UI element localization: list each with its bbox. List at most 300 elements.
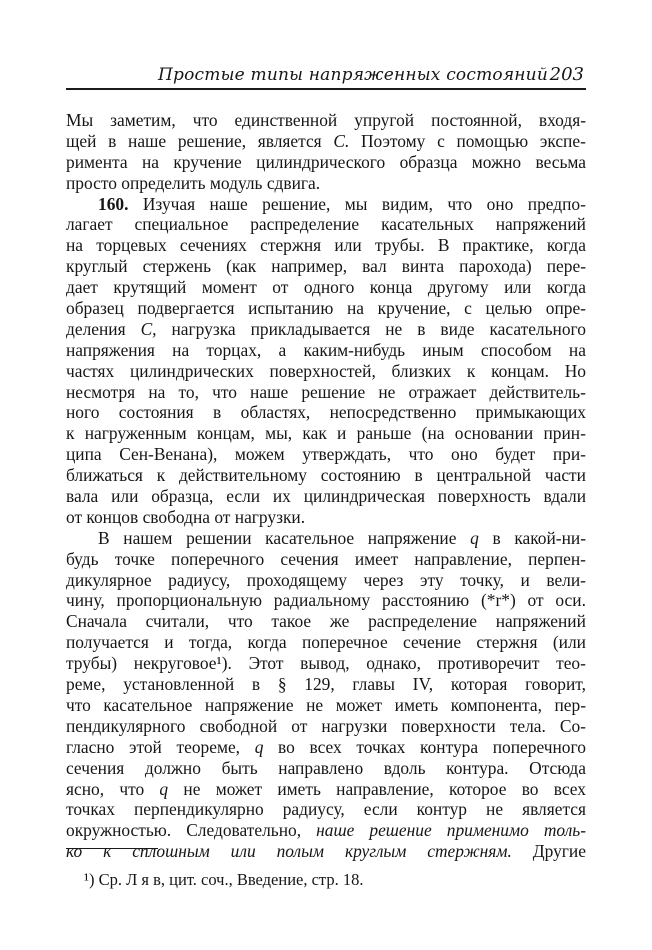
word: входя-	[538, 110, 586, 130]
word: пере-	[546, 256, 586, 277]
word: сдвига.	[266, 172, 321, 193]
text-line	[66, 611, 586, 632]
word: распределение	[368, 611, 477, 632]
word: к	[466, 360, 476, 381]
word: мы,	[265, 423, 293, 444]
word: окружностью.	[66, 820, 172, 841]
word: в	[417, 318, 426, 339]
word: компонента,	[450, 694, 542, 715]
word: которое	[449, 778, 507, 799]
word: напряжений	[495, 611, 586, 632]
word: цилиндрическая	[303, 486, 425, 507]
word: не	[306, 694, 324, 715]
word: вал	[362, 256, 387, 277]
word: 129,	[304, 674, 335, 695]
word: какой-ни-	[514, 527, 586, 548]
word: концам.	[491, 360, 550, 381]
word: применимо	[446, 820, 529, 841]
text-line	[66, 235, 586, 256]
word: оно	[451, 444, 478, 465]
word: в	[414, 465, 423, 486]
word: чину,	[66, 590, 105, 611]
word: свободной	[199, 715, 278, 736]
text-line	[66, 214, 586, 235]
word: концов	[86, 506, 143, 527]
word: деления	[66, 318, 126, 339]
word: центральной	[436, 465, 532, 486]
word: экспе-	[539, 130, 586, 151]
text-line	[66, 444, 586, 465]
word: или	[504, 277, 532, 298]
word: не	[486, 799, 504, 820]
word: же	[329, 611, 350, 632]
word: кручение	[173, 151, 242, 172]
word: весьма	[535, 151, 586, 172]
word: основании	[454, 423, 534, 444]
word: торцевых	[96, 235, 167, 256]
word: Поэтому	[361, 130, 426, 151]
word: некруговое¹).	[133, 653, 232, 674]
word: ципа	[66, 444, 102, 465]
word: решение	[301, 381, 366, 402]
page-header	[66, 58, 586, 90]
word: несмотря	[66, 381, 136, 402]
word: не	[385, 318, 403, 339]
text-line	[66, 570, 586, 591]
word: примыкающих	[475, 402, 586, 423]
word: и	[164, 632, 174, 653]
word: или	[111, 486, 139, 507]
word: областях,	[240, 402, 311, 423]
word: радиусу,	[168, 569, 231, 590]
word: напряжение	[204, 694, 294, 715]
word: установленной	[123, 674, 235, 695]
word: направлено	[278, 757, 364, 778]
word: специальное	[134, 214, 229, 235]
word: на	[346, 298, 364, 319]
word: C,	[140, 318, 157, 339]
text-line	[66, 779, 586, 800]
text-line	[66, 298, 586, 319]
word: точку,	[460, 569, 504, 590]
word: вывод,	[300, 653, 350, 674]
text-line	[66, 695, 586, 716]
word: в	[492, 527, 501, 548]
word: прин-	[543, 423, 586, 444]
word: действитель-	[489, 381, 586, 402]
word: Сен-Венана),	[119, 444, 218, 465]
word: касательное	[265, 527, 355, 548]
text-line	[66, 737, 586, 758]
word: просто	[66, 172, 122, 193]
word: Отсюда	[529, 757, 586, 778]
word: стержня	[476, 632, 538, 653]
word: наше	[316, 820, 355, 841]
word: предпо-	[527, 193, 586, 214]
text-line	[66, 361, 586, 382]
word: стержням.	[427, 841, 512, 862]
word: напряжение	[367, 527, 457, 548]
text-line	[66, 716, 586, 737]
word: эту	[419, 569, 444, 590]
word: считали,	[145, 611, 210, 632]
text-line	[66, 653, 586, 674]
word: сечение	[403, 632, 462, 653]
word: должно	[144, 757, 201, 778]
word: реме,	[66, 674, 106, 695]
word: решении	[186, 527, 252, 548]
word: поверхности	[401, 715, 496, 736]
word: тео-	[556, 653, 586, 674]
word: близких	[391, 360, 452, 381]
text-line	[66, 173, 586, 194]
word: прикладывается	[250, 318, 371, 339]
text-line	[66, 423, 586, 444]
word: цилиндрических	[129, 360, 254, 381]
word: наше	[128, 130, 167, 151]
word: от	[527, 590, 544, 611]
word: что	[227, 611, 253, 632]
word: иметь	[277, 778, 321, 799]
word: вдоль	[383, 757, 426, 778]
word: от	[272, 277, 289, 298]
word: является	[522, 799, 586, 820]
word: пендикулярного	[66, 715, 186, 736]
word: мы	[344, 193, 368, 214]
word: наше	[209, 193, 248, 214]
word: (*r*)	[480, 590, 516, 611]
word: направление,	[414, 548, 512, 569]
word: тела.	[509, 715, 546, 736]
word: всех	[309, 736, 342, 757]
word: как	[302, 423, 327, 444]
word: сечения	[66, 757, 125, 778]
word: что	[66, 694, 91, 715]
text-line	[66, 152, 586, 173]
word: иметь	[394, 694, 439, 715]
text-line	[66, 319, 586, 340]
word: единственной	[234, 110, 338, 130]
word: гласно	[66, 736, 115, 757]
page-number: 203	[549, 64, 584, 85]
word: радиусу,	[282, 799, 345, 820]
word: момент	[201, 277, 257, 298]
word: ясно,	[66, 778, 105, 799]
word: испытанию	[248, 298, 334, 319]
word: что	[447, 193, 473, 214]
word: концам,	[196, 423, 255, 444]
word: а	[278, 339, 287, 360]
word: круглым	[344, 841, 407, 862]
word: оси.	[555, 590, 586, 611]
word: пер-	[554, 694, 586, 715]
word: Этот	[248, 653, 284, 674]
text-line	[66, 256, 586, 277]
text-line	[66, 799, 586, 820]
word: образца,	[151, 486, 214, 507]
word: или	[230, 841, 256, 862]
word: их	[272, 486, 291, 507]
word: вала	[66, 486, 99, 507]
word: упругой	[354, 110, 415, 130]
word: будет	[495, 444, 536, 465]
word: от	[291, 715, 308, 736]
word: видим,	[381, 193, 433, 214]
word: точке	[114, 548, 155, 569]
word: полым	[276, 841, 325, 862]
word: в	[213, 402, 222, 423]
word: и	[520, 569, 530, 590]
footnote	[84, 870, 363, 890]
word: Но	[564, 360, 586, 381]
text-line	[66, 590, 586, 611]
word: во	[278, 736, 295, 757]
word: такое	[271, 611, 312, 632]
word: тогда,	[188, 632, 233, 653]
word: виде	[440, 318, 475, 339]
word: (на	[421, 423, 445, 444]
word: на	[141, 151, 159, 172]
word: торцах,	[206, 339, 262, 360]
word: касательного	[489, 318, 586, 339]
running-title: Простые типы напряженных состояний	[158, 65, 548, 85]
word: может	[335, 694, 383, 715]
word: Сначала	[66, 611, 127, 632]
word: щей	[66, 130, 97, 151]
word: что	[192, 110, 218, 130]
word: нагрузки	[321, 715, 388, 736]
word: когда	[247, 632, 287, 653]
word: целью	[485, 298, 533, 319]
word: этой	[129, 736, 162, 757]
word: части	[544, 465, 586, 486]
text-line	[66, 674, 586, 695]
word: получается	[66, 632, 149, 653]
word: q	[159, 778, 169, 799]
word: во	[521, 778, 539, 799]
word: опре-	[545, 298, 586, 319]
word: парохода)	[459, 256, 532, 277]
word: 160.	[98, 193, 129, 214]
word: практике,	[462, 235, 534, 256]
word: и	[337, 423, 347, 444]
word: (или	[552, 632, 586, 653]
word: частях	[66, 360, 115, 381]
word: оно	[486, 193, 514, 214]
word: образец	[66, 298, 124, 319]
word: трубы.	[374, 235, 425, 256]
word: с	[437, 130, 445, 151]
word: может	[215, 778, 263, 799]
word: Мы	[66, 110, 94, 130]
word: теореме,	[176, 736, 241, 757]
word: IV,	[412, 674, 434, 695]
word: ко	[66, 841, 83, 862]
word: на	[172, 339, 190, 360]
word: что	[119, 778, 145, 799]
word: на	[148, 381, 166, 402]
word: каким-нибудь	[303, 339, 406, 360]
word: решение,	[262, 193, 331, 214]
word: помощью	[456, 130, 529, 151]
word: контур	[416, 799, 468, 820]
word: состоянию	[320, 465, 401, 486]
word: контура	[420, 736, 479, 757]
text-line	[66, 131, 586, 152]
word: быть	[221, 757, 258, 778]
word: модуль	[209, 172, 267, 193]
word: сечения	[280, 548, 339, 569]
word: нагрузки.	[234, 506, 306, 527]
word: отражает	[408, 381, 477, 402]
word: (как	[226, 256, 257, 277]
word: Со-	[559, 715, 586, 736]
word: радиальному	[273, 590, 371, 611]
word: в	[108, 130, 117, 151]
word: крутящий	[113, 277, 187, 298]
word: римента	[66, 151, 128, 172]
text-line	[66, 402, 586, 423]
word: когда	[546, 277, 586, 298]
word: ближаться	[66, 465, 143, 486]
word: вели-	[546, 569, 586, 590]
word: на	[66, 235, 84, 256]
word: Другие	[532, 841, 586, 862]
text-line	[66, 528, 586, 549]
word: стержень	[142, 256, 212, 277]
word: на	[568, 339, 586, 360]
word: свободна	[142, 506, 215, 527]
text-line	[66, 277, 586, 298]
word: дает	[66, 277, 98, 298]
word: через	[363, 569, 404, 590]
footnote-marker: ¹)	[84, 870, 95, 889]
word: однако,	[366, 653, 421, 674]
word: напряжения	[66, 339, 155, 360]
word: контура.	[446, 757, 509, 778]
word: постоянной,	[431, 110, 522, 130]
word: к	[156, 465, 166, 486]
word: вдали	[543, 486, 586, 507]
word: что	[408, 444, 434, 465]
word: проходящему	[246, 569, 347, 590]
word: касательное	[103, 694, 193, 715]
word: образца	[399, 151, 458, 172]
word: ного	[66, 402, 100, 423]
word: определить	[121, 172, 210, 193]
word: Следовательно,	[186, 820, 302, 841]
word: от	[214, 506, 235, 527]
word: поперечное	[301, 632, 388, 653]
word: Изучая	[142, 193, 196, 214]
text-line	[66, 758, 586, 779]
word: всех	[553, 778, 586, 799]
word: круглый	[66, 256, 128, 277]
word: нагруженным	[84, 423, 187, 444]
word: подвергается	[137, 298, 235, 319]
word: говорит,	[525, 674, 586, 695]
word: В	[437, 235, 450, 256]
word: расстоянию	[381, 590, 470, 611]
word: лагает	[66, 214, 113, 235]
word: главы	[352, 674, 395, 695]
word: поперечного	[171, 548, 265, 569]
word: поверхность	[437, 486, 531, 507]
text-line	[66, 465, 586, 486]
word: с	[464, 298, 472, 319]
word: утверждать,	[302, 444, 392, 465]
word: напряжений	[495, 214, 586, 235]
word: стержня	[260, 235, 322, 256]
word: если	[363, 799, 398, 820]
body-text	[66, 110, 586, 862]
word: нагрузка	[171, 318, 236, 339]
word: точках	[356, 736, 406, 757]
text-line	[66, 820, 586, 841]
word: что	[212, 381, 237, 402]
word: то,	[178, 381, 199, 402]
word: конца	[369, 277, 413, 298]
word: раньше	[356, 423, 412, 444]
word: можно	[471, 151, 522, 172]
word: состояния	[118, 402, 194, 423]
word: не	[183, 778, 201, 799]
word: можем	[234, 444, 285, 465]
word: точках	[66, 799, 115, 820]
word: нашем	[123, 527, 173, 548]
word: В	[98, 527, 110, 548]
text-line	[66, 340, 586, 361]
word: одного	[303, 277, 355, 298]
word: действительному	[178, 465, 307, 486]
word: поперечного	[492, 736, 586, 757]
word: непосредственно	[329, 402, 457, 423]
word: к	[103, 841, 112, 862]
word: когда	[546, 235, 586, 256]
text-line	[66, 507, 586, 528]
word: или	[334, 235, 362, 256]
word: §	[277, 674, 287, 695]
word: q	[254, 736, 264, 757]
word: имеет	[354, 548, 399, 569]
word: к	[66, 423, 75, 444]
word: перпен-	[528, 548, 586, 569]
text-line	[66, 841, 586, 862]
word: q	[470, 527, 479, 548]
word: наше	[250, 381, 289, 402]
word: поверхностей,	[269, 360, 376, 381]
word: кручение,	[377, 298, 451, 319]
word: направление,	[336, 778, 434, 799]
word: от	[66, 506, 87, 527]
word: является	[257, 130, 322, 151]
word: сечениях	[179, 235, 247, 256]
word: сплошным	[132, 841, 210, 862]
word: в	[251, 674, 261, 695]
word: способом	[480, 339, 552, 360]
word: будь	[66, 548, 99, 569]
text-line	[66, 486, 586, 507]
word: касательных	[381, 214, 474, 235]
word: другому	[427, 277, 489, 298]
word: трубы)	[66, 653, 118, 674]
word: винта	[401, 256, 445, 277]
text-line	[66, 632, 586, 653]
word: иным	[422, 339, 464, 360]
text-line	[66, 382, 586, 403]
word: перпендикулярно	[133, 799, 264, 820]
word: решение	[369, 820, 432, 841]
